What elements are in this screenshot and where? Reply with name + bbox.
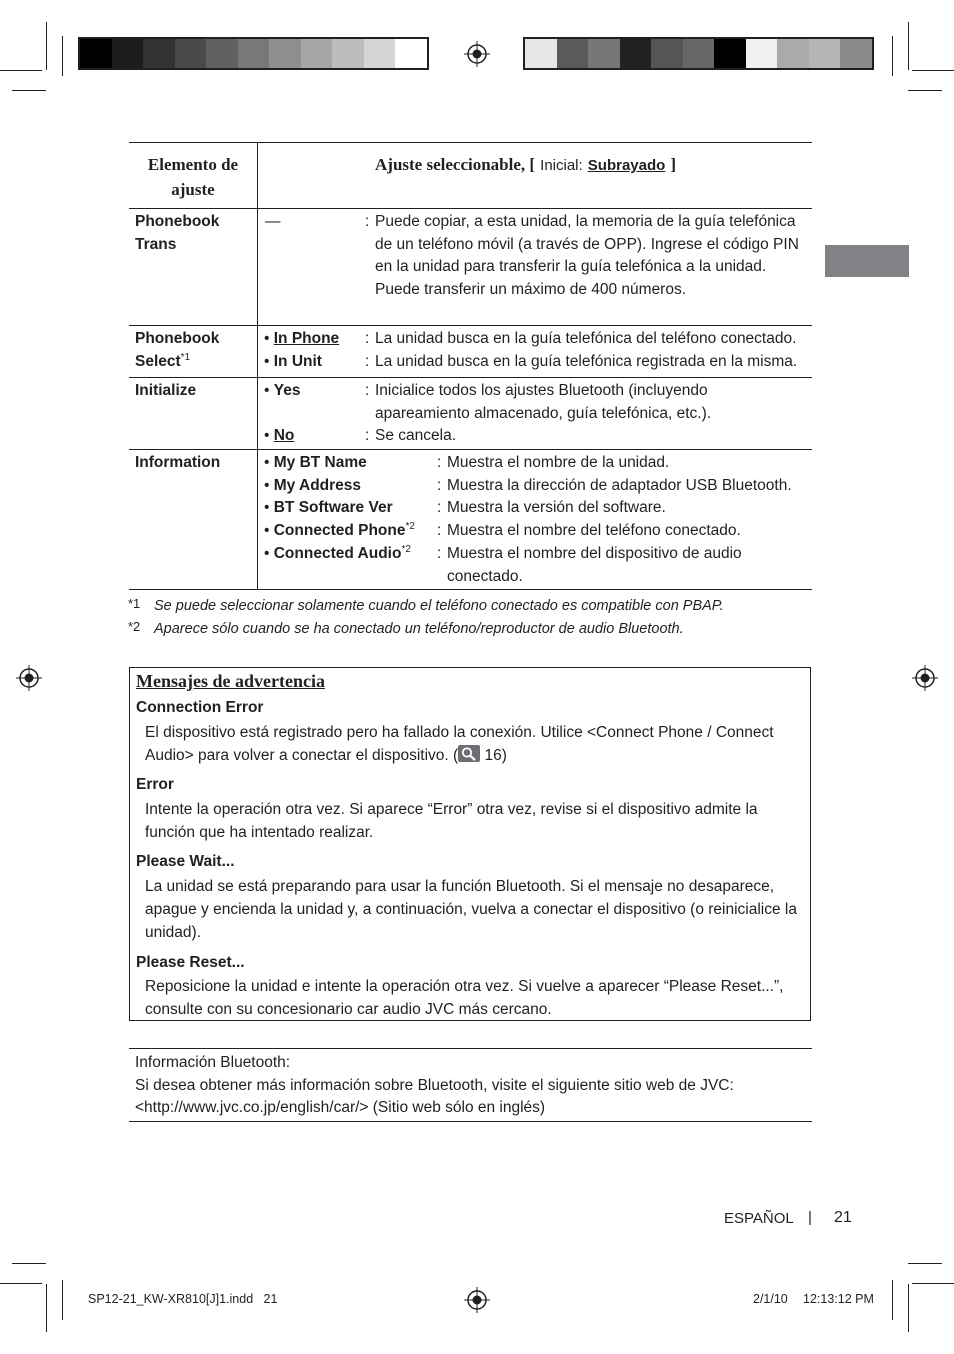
header-initial-text: Inicial: [540,157,583,174]
option-label: Yes [273,382,301,399]
colon: : [365,213,370,230]
header-main-text: Ajuste seleccionable, [ [375,155,536,174]
colon: : [437,545,442,562]
description-connected-audio: Muestra el nombre del dispositivo de audio conectado. [447,545,742,585]
footnote-mark: *2 [128,619,141,634]
language-side-tab [825,245,909,277]
warning-section-title: Mensajes de advertencia [136,671,325,691]
language-label: ESPAÑOL [724,1210,794,1227]
footnote-text: Se puede seleccionar solamente cuando el teléfono conectado es compatible con PBAP. [154,598,724,614]
option-in-unit: • In Unit [264,353,322,370]
colon: : [437,522,442,539]
row-label-phonebook-trans: Phonebook Trans [135,213,220,253]
option-label: Connected Phone [273,522,406,539]
bluetooth-info-line: Información Bluetooth: [135,1054,291,1071]
description-bt-software-ver: Muestra la versión del software. [447,499,666,516]
bluetooth-info [135,1052,811,1120]
footnote-ref: *1 [180,351,191,363]
colon: : [365,353,370,370]
option-my-address: • My Address [264,477,362,494]
divider [129,1121,812,1122]
magnifier-icon [458,745,480,762]
registration-mark-icon [464,41,490,67]
description-yes: Inicialice todos los ajustes Bluetooth (incluyendo apareamiento almacenado, guía telefónica, etc.). [375,382,712,422]
warning-text-connection-error [145,721,807,767]
footnote-ref: *2 [405,520,415,532]
option-in-phone: • In Phone [264,330,340,347]
description-in-phone: La unidad busca en la guía telefónica del teléfono conectado. [375,330,797,347]
colon: : [365,382,370,399]
option-label: My Address [273,477,362,494]
option-connected-audio: • Connected Audio$^{*2}$ [264,543,411,562]
divider [129,1048,812,1049]
warning-text-please-wait: La unidad se está preparando para usar la función Bluetooth. Si el mensaje no desaparece, apague y encienda la unidad y, a continuación, vuelva a conectar el dispositivo (o reinicialice la unidad). [145,878,797,941]
print-slug-file: SP12-21_KW-XR810[J]1.indd 21 [88,1292,278,1306]
description-no: Se cancela. [375,427,456,444]
description-phonebook-trans: Puede copiar, a esta unidad, la memoria de la guía telefónica de un teléfono móvil (a través de OPP). Ingrese el código PIN en la unidad para transferir la guía telefónica a la unidad. Puede transferir un máximo de 400 números. [375,213,799,299]
option-connected-phone: • Connected Phone$^{*2}$ [264,520,415,539]
warning-text-part: El dispositivo está registrado pero ha fallado la conexión. Utilice <Connect Phone / Connect Audio> para volver a conectar el dispositivo. ( [145,724,774,764]
row-label-information: Information [135,454,221,471]
colon: : [437,454,442,471]
print-slug-date: 2/1/10 [753,1292,788,1306]
footnote-ref: *2 [401,543,411,555]
option-label: No [273,427,295,444]
bluetooth-info-line: Si desea obtener más información sobre Bluetooth, visite el siguiente sitio web de JVC: [135,1076,734,1094]
registration-mark-icon [16,665,42,691]
row-label-text: Phonebook Select [135,330,220,370]
page-number: 21 [834,1209,852,1226]
table-header-selectable-setting [375,152,676,178]
warning-heading-please-reset: Please Reset... [136,954,245,971]
description-in-unit: La unidad busca en la guía telefónica registrada en la misma. [375,353,798,370]
colon: : [437,499,442,516]
option-dash: — [265,213,281,230]
description-connected-phone: Muestra el nombre del teléfono conectado. [447,522,741,539]
option-label: In Unit [273,353,322,370]
table-header-setting-item: Elemento de ajuste [147,155,239,199]
footer-separator: | [808,1209,812,1226]
option-yes: • Yes [264,382,301,399]
warning-heading-error: Error [136,776,174,793]
footnote-text: Aparece sólo cuando se ha conectado un teléfono/reproductor de audio Bluetooth. [154,621,684,637]
registration-mark-icon [464,1287,490,1313]
colon: : [365,427,370,444]
option-label: BT Software Ver [273,499,393,516]
warning-heading-please-wait: Please Wait... [136,853,235,870]
warning-text-error: Intente la operación otra vez. Si aparece “Error” otra vez, revise si el dispositivo admite la función que ha intentado realizar. [145,801,758,841]
bluetooth-info-url: <http://www.jvc.co.jp/english/car/> (Sitio web sólo en inglés) [135,1099,546,1116]
description-my-bt-name: Muestra el nombre de la unidad. [447,454,670,471]
footnote-mark: *1 [128,596,141,611]
option-label: My BT Name [273,454,367,471]
print-slug-time: 12:13:12 PM [803,1292,874,1306]
header-close-bracket: ] [670,155,677,174]
grayscale-color-bar-right [523,37,874,70]
grayscale-color-bar-left [78,37,429,70]
option-my-bt-name: • My BT Name [264,454,367,471]
option-no: • No [264,427,295,444]
option-label: In Phone [273,330,340,347]
description-my-address: Muestra la dirección de adaptador USB Bluetooth. [447,477,792,494]
warning-text-part: 16) [480,747,507,764]
option-bt-software-ver: • BT Software Ver [264,499,393,516]
registration-mark-icon [912,665,938,691]
colon: : [437,477,442,494]
row-label-phonebook-select [135,328,240,373]
header-underlined-example: Subrayado [587,157,666,174]
option-label: Connected Audio [273,545,402,562]
colon: : [365,330,370,347]
warning-heading-connection-error: Connection Error [136,699,264,716]
warning-text-please-reset: Reposicione la unidad e intente la operación otra vez. Si vuelve a aparecer “Please Reset...”, consulte con su concesionario car audio JVC más cercano. [145,978,784,1018]
row-label-initialize: Initialize [135,382,197,399]
